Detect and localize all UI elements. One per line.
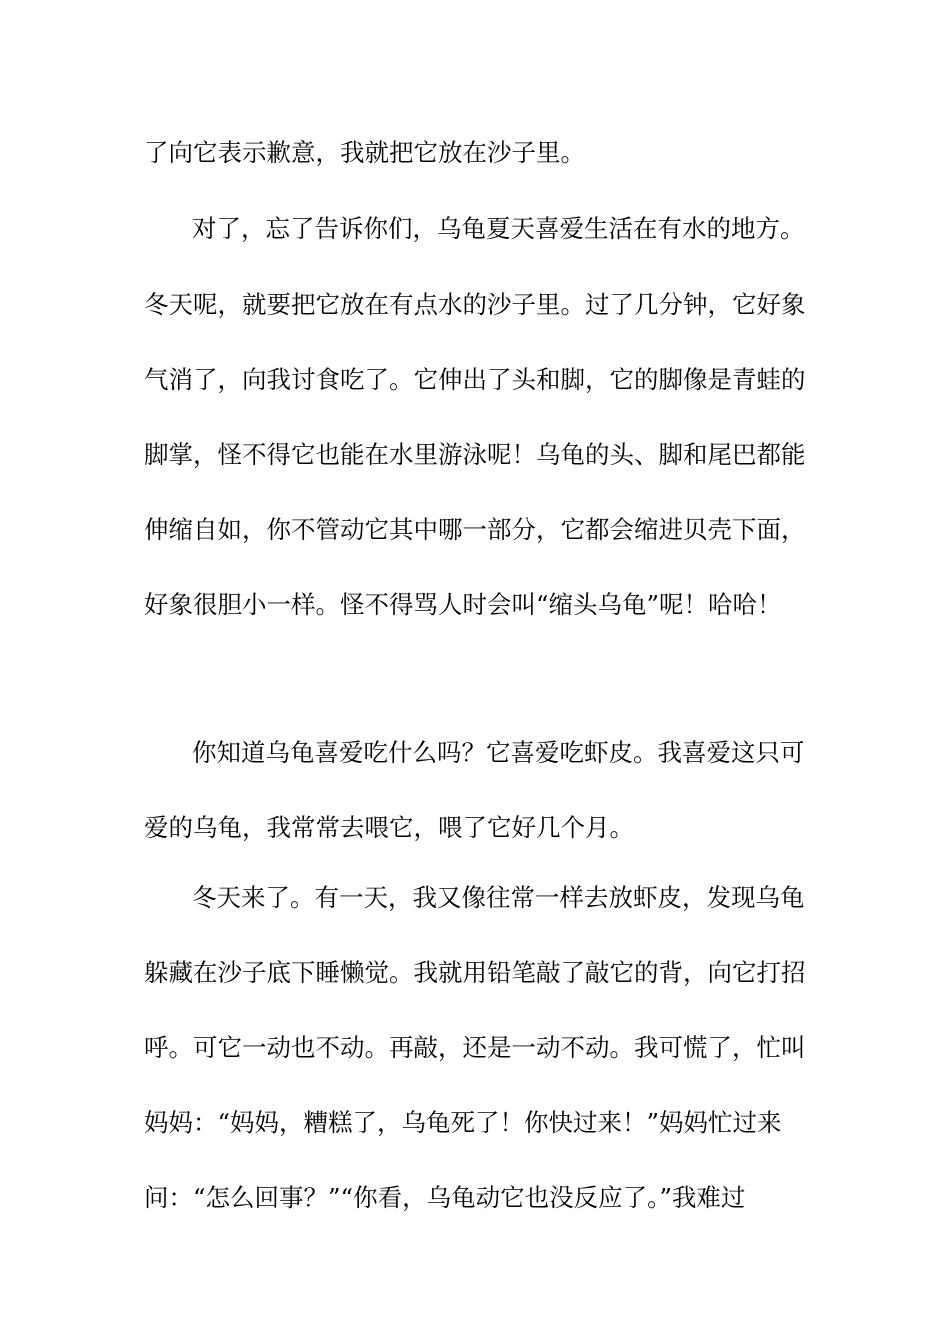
text-line: 躲藏在沙子底下睡懒觉。我就用铅笔敲了敲它的背，向它打招 bbox=[144, 958, 806, 987]
text-line: 伸缩自如，你不管动它其中哪一部分，它都会缩进贝壳下面， bbox=[144, 515, 806, 544]
text-line: 好象很胆小一样。怪不得骂人时会叫“缩头乌龟”呢！哈哈！ bbox=[144, 590, 782, 619]
text-line: 气消了，向我讨食吃了。它伸出了头和脚，它的脚像是青蛙的 bbox=[144, 365, 806, 394]
text-line: 问：“怎么回事？”“你看，乌龟动它也没反应了。”我难过 bbox=[144, 1183, 746, 1212]
text-line: 了向它表示歉意，我就把它放在沙子里。 bbox=[144, 138, 585, 167]
text-line: 冬天呢，就要把它放在有点水的沙子里。过了几分钟，它好象 bbox=[144, 290, 806, 319]
paragraph-first-line: 冬天来了。有一天，我又像往常一样去放虾皮，发现乌龟 bbox=[192, 883, 805, 912]
paragraph-first-line: 你知道乌龟喜爱吃什么吗？它喜爱吃虾皮。我喜爱这只可 bbox=[192, 738, 805, 767]
paragraph-first-line: 对了，忘了告诉你们，乌龟夏天喜爱生活在有水的地方。 bbox=[192, 214, 805, 243]
text-line: 呼。可它一动也不动。再敲，还是一动不动。我可慌了，忙叫 bbox=[144, 1033, 806, 1062]
text-line: 妈妈：“妈妈，糟糕了，乌龟死了！你快过来！”妈妈忙过来 bbox=[144, 1108, 782, 1137]
text-line: 脚掌，怪不得它也能在水里游泳呢！乌龟的头、脚和尾巴都能 bbox=[144, 440, 806, 469]
text-line: 爱的乌龟，我常常去喂它，喂了它好几个月。 bbox=[144, 813, 634, 842]
